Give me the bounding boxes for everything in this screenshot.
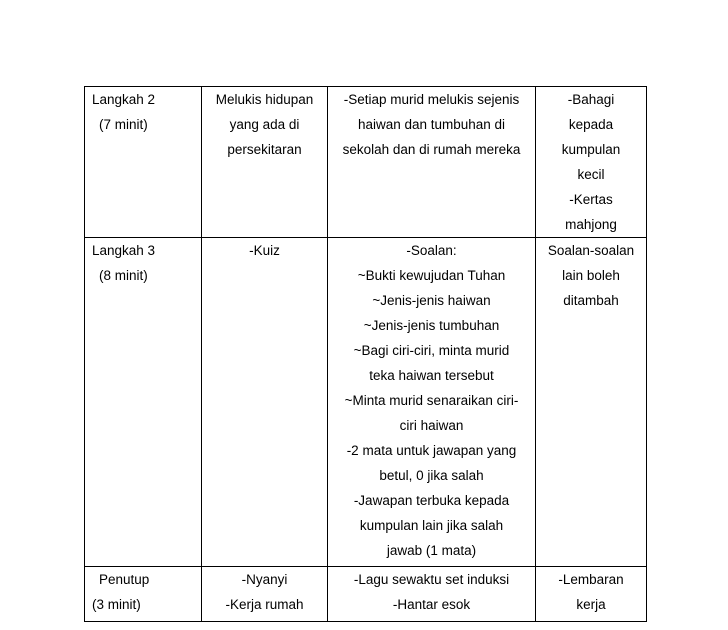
- activity-line: yang ada di: [229, 117, 300, 132]
- resource-line: -Kertas: [569, 192, 613, 207]
- resource-cell: [536, 238, 647, 567]
- step-cell: [85, 238, 202, 567]
- step-name: Langkah 2: [92, 92, 156, 107]
- activity-cell: [202, 238, 328, 567]
- activity-line: Melukis hidupan: [215, 92, 314, 107]
- content-line: sekolah dan di rumah mereka: [342, 142, 521, 157]
- resource-line: ditambah: [563, 293, 619, 308]
- lesson-plan-table: [84, 86, 647, 622]
- resource-line: -Lembaran: [558, 572, 624, 587]
- step-name: Penutup: [99, 572, 150, 587]
- content-line: ~Bagi ciri-ciri, minta murid: [353, 343, 510, 358]
- activity-cell: [202, 567, 328, 622]
- content-line: ~Minta murid senaraikan ciri-: [344, 393, 519, 408]
- content-line: -Jawapan terbuka kepada: [353, 493, 510, 508]
- resource-line: kerja: [576, 597, 606, 612]
- activity-line: persekitaran: [227, 142, 302, 157]
- content-line: teka haiwan tersebut: [369, 368, 494, 383]
- resource-cell: [536, 567, 647, 622]
- content-line: ~Bukti kewujudan Tuhan: [357, 268, 506, 283]
- step-name: Langkah 3: [92, 243, 156, 258]
- resource-line: lain boleh: [562, 268, 620, 283]
- step-cell: [85, 567, 202, 622]
- resource-line: kepada: [568, 117, 614, 132]
- step-cell: [85, 87, 202, 238]
- content-line: -Lagu sewaktu set induksi: [353, 572, 510, 587]
- resource-cell: [536, 87, 647, 238]
- resource-line: kumpulan: [561, 142, 621, 157]
- content-line: haiwan dan tumbuhan di: [357, 117, 506, 132]
- content-line: -Hantar esok: [392, 597, 471, 612]
- activity-line: -Kuiz: [249, 243, 280, 258]
- table-row: [85, 238, 647, 567]
- content-line: ~Jenis-jenis haiwan: [372, 293, 491, 308]
- resource-line: mahjong: [565, 217, 617, 232]
- content-cell: [328, 87, 536, 238]
- content-line: -Setiap murid melukis sejenis: [343, 92, 520, 107]
- content-line: ciri haiwan: [399, 418, 464, 433]
- content-cell: [328, 238, 536, 567]
- content-line: kumpulan lain jika salah: [359, 518, 504, 533]
- step-duration: (7 minit): [99, 117, 148, 132]
- activity-line: -Kerja rumah: [225, 597, 304, 612]
- resource-line: -Bahagi: [567, 92, 615, 107]
- content-cell: [328, 567, 536, 622]
- step-duration: (8 minit): [99, 268, 148, 283]
- content-line: betul, 0 jika salah: [379, 468, 484, 483]
- table-row: [85, 87, 647, 238]
- activity-line: -Nyanyi: [241, 572, 288, 587]
- content-line: -Soalan:: [406, 243, 457, 258]
- content-line: -2 mata untuk jawapan yang: [346, 443, 517, 458]
- step-duration: (3 minit): [92, 597, 141, 612]
- content-line: ~Jenis-jenis tumbuhan: [363, 318, 500, 333]
- resource-line: Soalan-soalan: [547, 243, 635, 258]
- resource-line: kecil: [577, 167, 605, 182]
- activity-cell: [202, 87, 328, 238]
- table-row: [85, 567, 647, 622]
- content-line: jawab (1 mata): [386, 543, 477, 558]
